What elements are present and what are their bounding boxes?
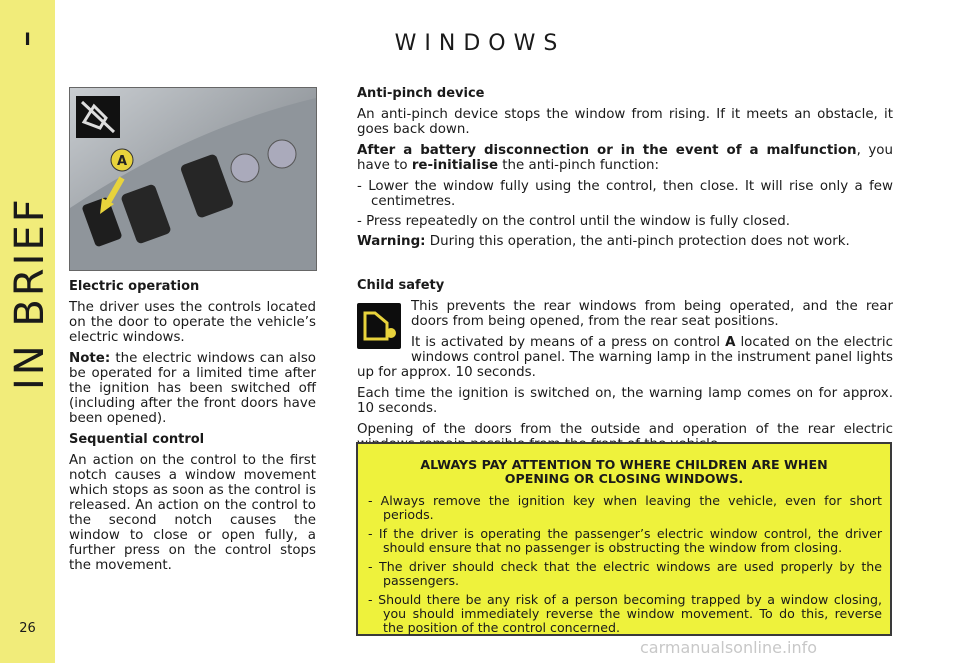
sidebar-band: [0, 0, 55, 663]
reinit-end: the anti-pinch function:: [498, 158, 660, 173]
antipinch-step: - Press repeatedly on the control until the window is fully closed.: [357, 214, 790, 229]
sequential-text: An action on the control to the first notch causes a window movement which stops as soon as the control is released. An action on the control to the second notch causes the window to close or open fully, a further press on the control stops the movement.: [69, 453, 316, 573]
page-number: 26: [19, 621, 36, 636]
reinit-bold2: re-initialise: [411, 158, 499, 173]
warning-item: - Should there be any risk of a person becoming trapped by a window closing, you should immediately reverse the window movement. To do this, reverse the position of the control concerned.: [368, 592, 882, 635]
door-panel-illustration: [70, 88, 316, 270]
electric-text: The driver uses the controls located on the door to operate the vehicle’s electric windows.: [69, 300, 316, 345]
electric-heading: Electric operation: [69, 279, 200, 294]
antipinch-intro: An anti-pinch device stops the window from rising. If it meets an obstacle, it goes back down.: [357, 107, 893, 137]
window-controls-photo: [69, 87, 317, 271]
child-lock-icon: [357, 303, 401, 349]
control-a-label: A: [116, 154, 128, 169]
warning-item: - The driver should check that the electric windows are used properly by the passengers.: [368, 559, 882, 588]
chapter-number: I: [24, 30, 31, 50]
reinit-bold: After a battery disconnection or in the event of a malfunction: [357, 143, 857, 158]
child-p1: This prevents the rear windows from being operated, and the rear doors from being opened, from the rear seat positions.: [411, 299, 893, 329]
section-label: IN BRIEF: [7, 196, 53, 390]
left-column: [69, 279, 316, 579]
warning-list: [368, 494, 882, 635]
note-text: the electric windows can also be operated for a limited time after the ignition has been switched off (including after the front doors have been opened).: [69, 351, 316, 426]
warning-item: - If the driver is operating the passenger’s electric window control, the driver should ensure that no passenger is obstructing the window from closing.: [368, 526, 882, 555]
child-control-a: A: [725, 335, 736, 350]
warning-text: During this operation, the anti-pinch protection does not work.: [425, 234, 850, 249]
watermark: carmanualsonline.info: [640, 638, 818, 657]
warning-box-heading: ALWAYS PAY ATTENTION TO WHERE CHILDREN ARE WHEN OPENING OR CLOSING WINDOWS.: [420, 457, 828, 486]
child-p4: Opening of the doors from the outside and operation of the rear electric: [357, 422, 893, 437]
note-paragraph: [69, 351, 316, 426]
child-heading: Child safety: [357, 278, 445, 293]
antipinch-section: [357, 86, 893, 255]
child-safety-section: [357, 278, 893, 458]
note-label: Note:: [69, 351, 111, 366]
child-p2c: located on the electric windows control panel. The warning lamp in the instrument panel lights up for approx. 10 seconds.: [357, 335, 893, 380]
page-title: WINDOWS: [394, 31, 566, 56]
reinit-paragraph: [357, 143, 893, 173]
sequential-heading: Sequential control: [69, 432, 205, 447]
antipinch-step: - Lower the window fully using the control, then close. It will rise only a few centimetres.: [357, 179, 893, 209]
child-p2: [357, 335, 893, 380]
warning-item: - Always remove the ignition key when leaving the vehicle, even for short periods.: [368, 493, 882, 522]
child-p3: Each time the ignition is switched on, the warning lamp comes on for approx. 10 seconds.: [357, 386, 893, 416]
reinit-mid: , you have to: [357, 143, 893, 173]
antipinch-heading: Anti-pinch device: [357, 86, 485, 101]
child-p2a: It is activated by means of a press on control: [411, 335, 726, 350]
warning-label: Warning:: [357, 234, 426, 249]
safety-warning-box: [356, 442, 892, 636]
antipinch-warning: [357, 234, 893, 249]
